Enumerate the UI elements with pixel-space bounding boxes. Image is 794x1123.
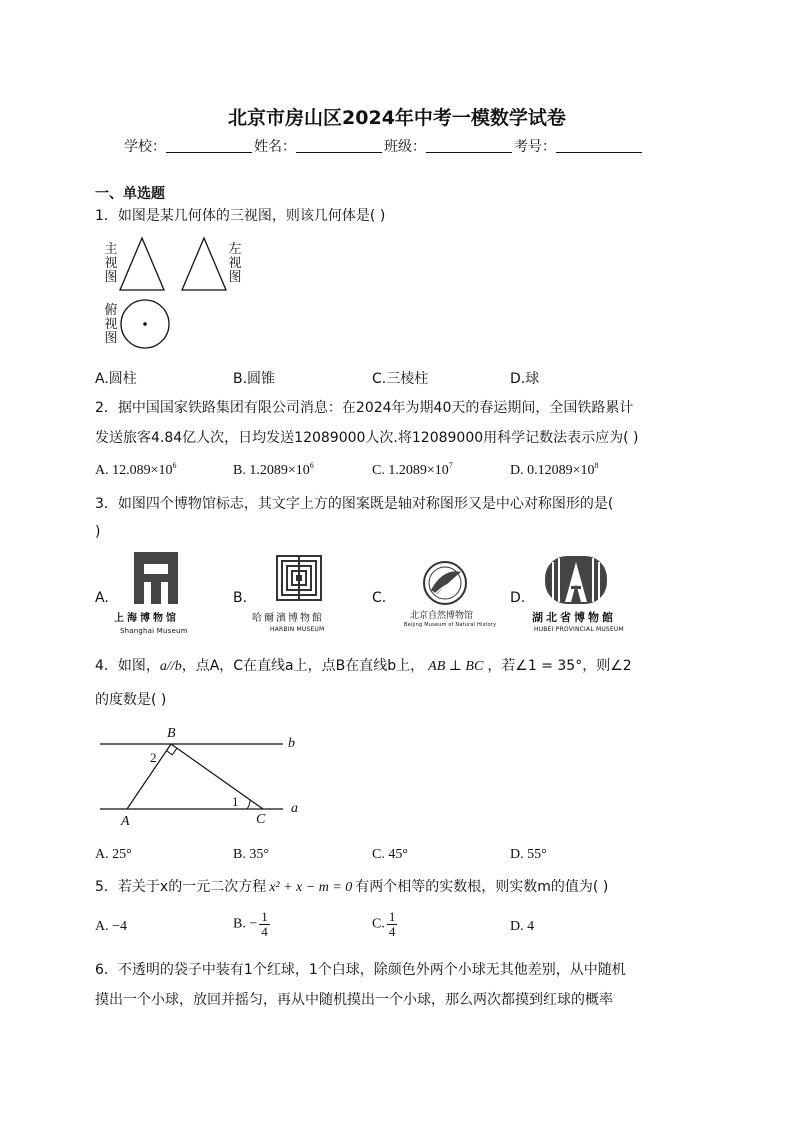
q1-option-c[interactable]: C.三棱柱 — [372, 371, 429, 387]
top-view-center-dot — [143, 322, 147, 326]
q3-option-b[interactable]: B. — [233, 590, 248, 606]
q2-option-b-base: B. 1.2089×10 — [233, 463, 310, 478]
school-label: 学校： — [124, 139, 166, 155]
q4-option-b[interactable]: B. 35° — [233, 847, 269, 862]
q5-option-c-prefix: C. — [372, 916, 385, 932]
number-blank[interactable] — [556, 152, 642, 153]
beijing-logo-en: Beijing Museum of Natural History — [404, 622, 497, 628]
fraction-numerator: 1 — [261, 909, 268, 924]
q3-line2: ) — [95, 524, 101, 540]
name-label: 姓名： — [254, 139, 296, 155]
q5-option-b[interactable] — [233, 910, 270, 939]
q2-option-d-exp: 8 — [594, 461, 599, 470]
beijing-natural-museum-logo — [421, 560, 469, 606]
hubei-logo-cn: 湖北省博物館 — [532, 611, 616, 624]
q4-line1-e: ，若∠1 = 35°，则∠2 — [487, 658, 632, 674]
q2-option-b[interactable] — [233, 461, 314, 479]
label-angle-2: 2 — [150, 750, 157, 765]
q2-option-a-base: A. 12.089×10 — [95, 463, 173, 478]
hubei-logo-en: HUBEI PROVINCIAL MUSEUM — [534, 626, 624, 633]
shanghai-logo-en: Shanghai Museum — [120, 627, 188, 635]
label-a: a — [291, 801, 298, 816]
segment-bc — [171, 744, 263, 809]
q5-text — [95, 877, 608, 898]
harbin-logo-en: HARBIN MUSEUM — [270, 626, 325, 633]
q3-option-a[interactable]: A. — [95, 590, 109, 606]
shanghai-logo-cn: 上海博物馆 — [114, 613, 179, 624]
q5-text-b: 有两个相等的实数根，则实数m的值为( ) — [355, 879, 609, 895]
q5-option-c-fraction — [387, 910, 398, 939]
q3-line1: 3．如图四个博物馆标志，其文字上方的图案既是轴对称图形又是中心对称图形的是( — [95, 496, 614, 512]
q4-option-d[interactable]: D. 55° — [510, 847, 547, 862]
q5-option-b-prefix: B. − — [233, 916, 258, 932]
shanghai-museum-logo — [128, 552, 184, 604]
fraction-numerator: 1 — [388, 909, 396, 924]
class-label: 班级： — [384, 139, 426, 155]
fraction-denominator: 4 — [388, 924, 396, 939]
q5-equation: x² + x − m = 0 — [269, 880, 353, 895]
top-view-label: 俯视图 — [104, 303, 118, 346]
q1-text: 1．如图是某几何体的三视图，则该几何体是( ) — [95, 208, 386, 224]
student-info-line — [124, 136, 644, 156]
label-b: b — [288, 736, 295, 751]
q2-option-b-exp: 6 — [309, 461, 314, 470]
q2-line1: 2．据中国国家铁路集团有限公司消息：在2024年为期40天的春运期间，全国铁路累计 — [95, 400, 634, 416]
front-view-triangle — [120, 238, 164, 290]
q2-option-a[interactable] — [95, 461, 177, 479]
name-blank[interactable] — [296, 152, 382, 153]
q2-option-a-exp: 6 — [172, 461, 177, 470]
segment-ab — [127, 744, 171, 809]
left-view-label: 左视图 — [228, 242, 242, 285]
q4-line1-c: ，点A，C在直线a上，点B在直线b上， — [181, 658, 425, 674]
section-heading: 一、单选题 — [95, 186, 165, 202]
harbin-logo-cn: 哈爾濱博物館 — [252, 613, 324, 624]
q2-option-c-base: C. 1.2089×10 — [372, 463, 449, 478]
q6-line1: 6．不透明的袋子中装有1个红球，1个白球，除颜色外两个小球无其他差别，从中随机 — [95, 962, 626, 978]
q4-parallel-expr: a//b — [159, 659, 182, 674]
q2-option-c-exp: 7 — [448, 461, 453, 470]
angle-1-arc — [247, 800, 250, 809]
fraction-denominator: 4 — [261, 924, 268, 939]
q1-option-a[interactable]: A.圆柱 — [95, 371, 137, 387]
q2-option-c[interactable] — [372, 461, 453, 479]
label-C: C — [256, 812, 266, 827]
q5-option-a[interactable]: A. −4 — [95, 919, 128, 934]
beijing-logo-cn: 北京自然博物馆 — [410, 611, 474, 621]
number-label: 考号： — [514, 139, 556, 155]
q3-option-d[interactable]: D. — [510, 590, 526, 606]
page-title: 北京市房山区2024年中考一模数学试卷 — [228, 107, 566, 129]
q2-option-d[interactable] — [510, 461, 599, 479]
q4-line2: 的度数是( ) — [95, 692, 167, 708]
q1-option-d[interactable]: D.球 — [510, 371, 540, 387]
q4-option-a[interactable]: A. 25° — [95, 847, 132, 862]
q5-option-d[interactable]: D. 4 — [510, 919, 535, 934]
harbin-museum-logo — [276, 555, 322, 601]
q4-option-c[interactable]: C. 45° — [372, 847, 408, 862]
q1-option-b[interactable]: B.圆锥 — [233, 371, 276, 387]
q4-perp-expr: AB ⊥ BC — [428, 659, 484, 674]
left-view-triangle — [182, 238, 226, 290]
school-blank[interactable] — [166, 152, 252, 153]
label-angle-1: 1 — [232, 794, 239, 809]
three-view-figure — [118, 236, 228, 356]
q5-option-b-fraction — [259, 910, 270, 939]
label-A: A — [121, 814, 130, 829]
q5-text-a: 5．若关于x的一元二次方程 — [95, 879, 267, 895]
q2-line2: 发送旅客4.84亿人次，日均发送12089000人次.将12089000用科学记数法表示应为( ) — [95, 430, 639, 446]
q3-option-c[interactable]: C. — [372, 590, 387, 606]
q4-line1-a: 4．如图， — [95, 658, 160, 674]
label-B: B — [167, 726, 176, 741]
q2-option-d-base: D. 0.12089×10 — [510, 463, 595, 478]
front-view-label: 主视图 — [104, 242, 118, 285]
q6-line2: 摸出一个小球，放回并摇匀，再从中随机摸出一个小球，那么两次都摸到红球的概率 — [95, 992, 613, 1008]
hubei-museum-logo — [543, 554, 609, 606]
class-blank[interactable] — [426, 152, 512, 153]
q4-line1 — [95, 656, 632, 677]
q5-option-c[interactable] — [372, 910, 397, 939]
